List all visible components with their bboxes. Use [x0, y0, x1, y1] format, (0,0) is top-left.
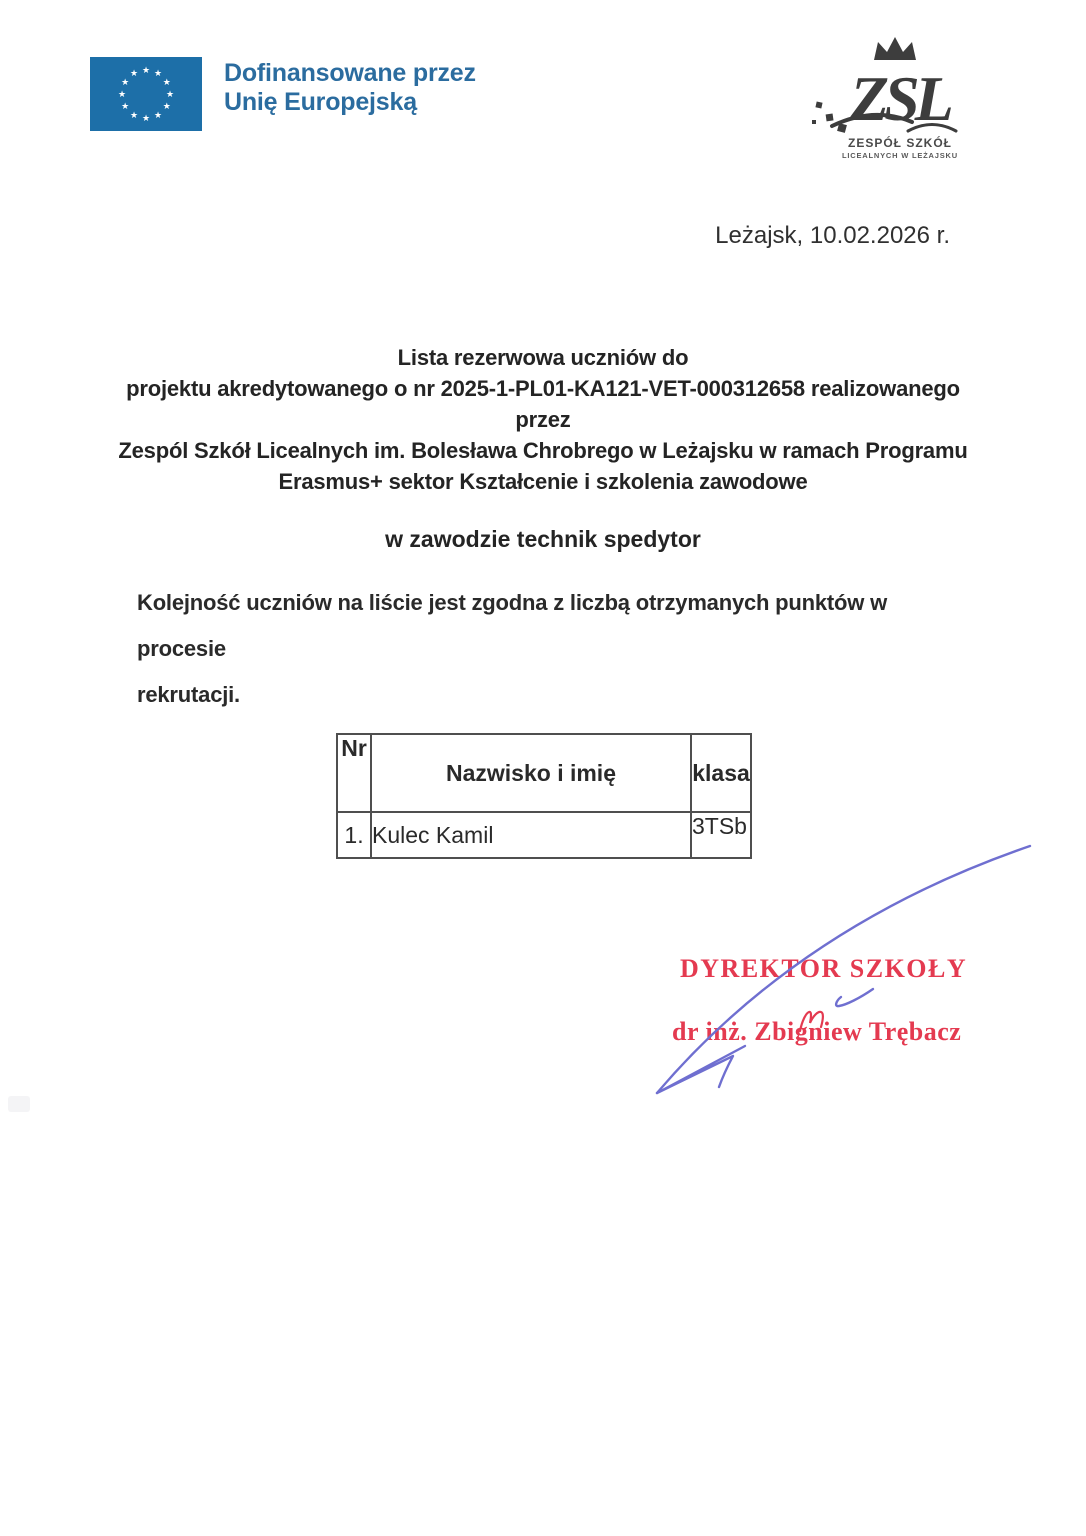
svg-text:★: ★	[117, 90, 127, 100]
svg-text:★: ★	[162, 78, 171, 88]
title-line4: Zespól Szkół Licealnych im. Bolesława Chrobrego w Leżajsku w ramach Programu	[118, 438, 968, 463]
paragraph-line2: rekrutacji.	[137, 682, 240, 707]
eu-funding-text	[224, 59, 476, 117]
svg-text:★: ★	[165, 90, 175, 100]
header-name: Nazwisko i imię	[371, 734, 691, 812]
table-row	[337, 812, 751, 858]
eu-funding-line1: Dofinansowane przez	[224, 59, 476, 87]
eu-funding-line2: Unię Europejską	[224, 88, 417, 116]
intro-paragraph	[137, 580, 967, 718]
paragraph-line1: Kolejność uczniów na liście jest zgodna z liczbą otrzymanych punktów w procesie	[137, 590, 888, 661]
title-line2: projektu akredytowanego o nr 2025-1-PL01-KA121-VET-000312658 realizowanego	[126, 376, 960, 401]
logo-caption-line1: ZESPÓŁ SZKÓŁ	[847, 136, 953, 150]
svg-text:★: ★	[141, 66, 151, 76]
signature-zigzag	[657, 1046, 745, 1093]
cell-klasa: 3TSb	[691, 812, 751, 858]
document-title	[0, 342, 1086, 497]
header-klasa: klasa	[691, 734, 751, 812]
title-line5: Erasmus+ sektor Kształcenie i szkolenia zawodowe	[278, 469, 808, 494]
svg-text:★: ★	[153, 69, 163, 79]
signature-flourish	[836, 989, 873, 1006]
cell-nr: 1.	[337, 812, 371, 858]
logo-acronym: ZSL	[850, 63, 949, 134]
cell-student-name: Kulec Kamil	[371, 812, 691, 858]
header-nr: Nr	[337, 734, 371, 812]
svg-text:★: ★	[129, 69, 139, 79]
document-subtitle: w zawodzie technik spedytor	[385, 526, 701, 552]
svg-text:★: ★	[121, 102, 130, 112]
svg-text:★: ★	[141, 114, 151, 124]
svg-text:★: ★	[162, 102, 171, 112]
school-logo	[810, 30, 970, 164]
stamp-role: DYREKTOR SZKOŁY	[680, 954, 968, 983]
logo-crown-icon	[874, 37, 916, 60]
eu-flag-icon	[90, 57, 202, 131]
title-line3: przez	[515, 407, 571, 432]
logo-dots	[812, 101, 847, 132]
scan-smudge	[8, 1096, 30, 1112]
logo-caption-line2: LICEALNYCH W LEŻAJSKU	[842, 151, 958, 160]
stamp-name: dr inż. Zbigniew Trębacz	[672, 1017, 962, 1046]
students-table	[336, 733, 752, 859]
svg-text:★: ★	[153, 110, 163, 121]
eu-funding-block	[90, 57, 476, 131]
title-line1: Lista rezerwowa uczniów do	[397, 345, 689, 370]
svg-text:★: ★	[129, 110, 139, 121]
svg-text:★: ★	[121, 78, 130, 88]
date-line: Leżajsk, 10.02.2026 r.	[715, 222, 950, 249]
table-header-row	[337, 734, 751, 812]
